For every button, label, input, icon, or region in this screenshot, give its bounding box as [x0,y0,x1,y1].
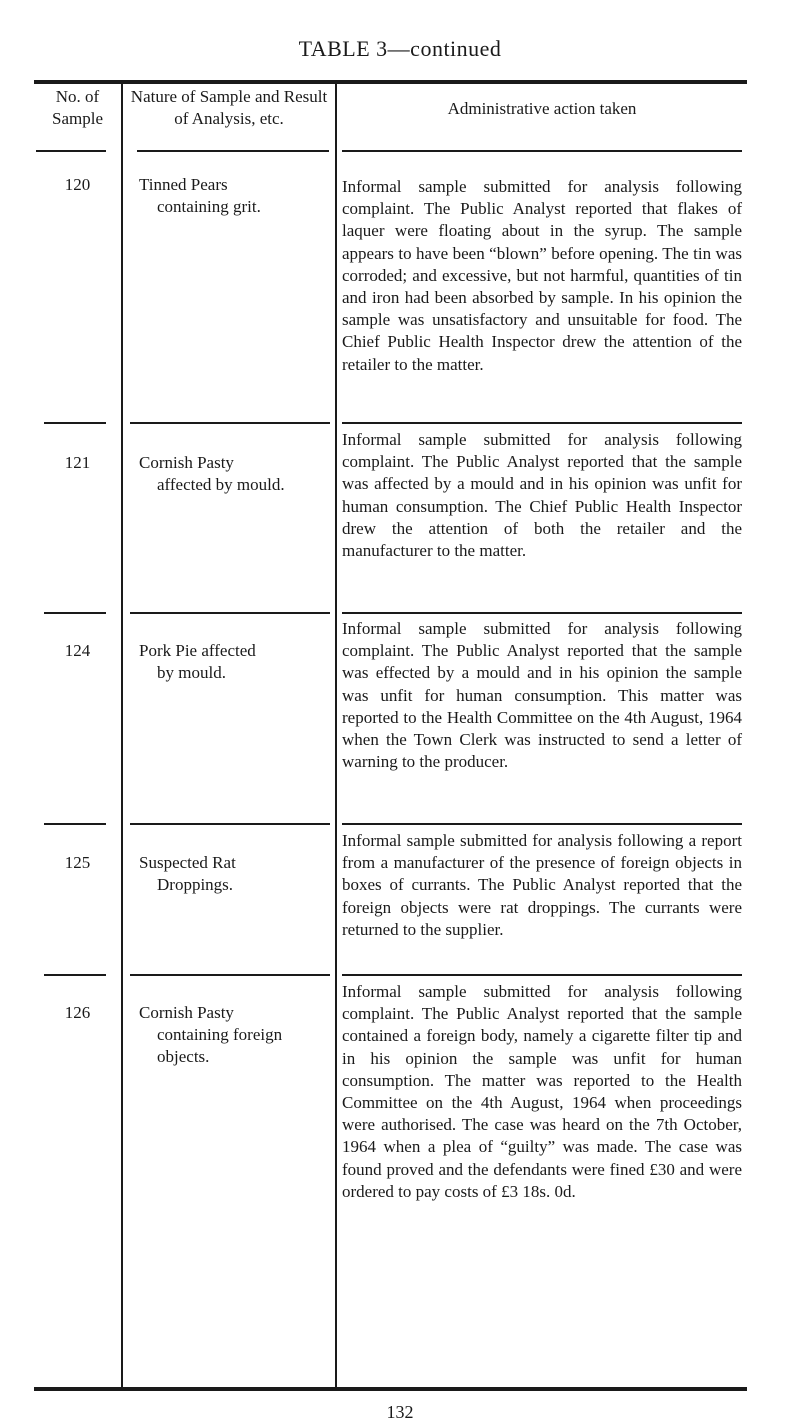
row-124-nature [139,640,329,684]
row-120-nature [139,174,329,218]
row-rule-125-col1 [44,974,106,976]
column-divider-2 [335,80,337,1391]
header-nature: Nature of Sample and Result of Analysis, etc. [130,87,328,128]
page-number: 132 [386,1402,414,1422]
row-126-nature-line1: Cornish Pasty [139,1003,234,1022]
row-120-number: 120 [64,175,91,194]
row-rule-121-col1 [44,612,106,614]
row-rule-120-col1 [44,422,106,424]
row-126-nature-line2: containing foreign objects. [157,1025,283,1066]
row-125-action: Informal sample submitted for analysis following a report from a manufacturer of the presence of foreign objects in boxes of currants. The Public Analyst reported that the foreign objects were rat droppings. The currants were returned to the supplier. [342,831,742,939]
row-121-nature-line1: Cornish Pasty [139,453,234,472]
row-124-nature-line2: by mould. [157,663,226,682]
row-124-nature-line1: Pork Pie affected [139,641,256,660]
row-120-nature-line2: containing grit. [157,197,261,216]
row-rule-121-col2 [130,612,330,614]
header-action: Administrative action taken [447,99,637,118]
row-rule-124-col3 [342,823,742,825]
header-rule-col2 [137,150,329,152]
page-title: TABLE 3—continued [298,36,502,61]
row-125-number: 125 [64,853,91,872]
row-120-nature-line1: Tinned Pears [139,175,228,194]
header-rule-col3 [342,150,742,152]
row-125-nature-line1: Suspected Rat [139,853,236,872]
row-125-nature-line2: Droppings. [157,875,234,894]
row-rule-120-col3 [342,422,742,424]
header-no-of-sample: No. of Sample [52,87,103,128]
row-121-nature-line2: affected by mould. [157,475,285,494]
row-124-action: Informal sample submitted for analysis following complaint. The Public Analyst reported that the sample was effected by a mould and in his opinion the sample was unfit for human consumption. This matter was reported to the Health Committee on the 4th August, 1964 when the Town Clerk was instructed to send a letter of warning to the producer. [342,619,742,772]
row-126-nature [139,1002,329,1068]
row-121-action: Informal sample submitted for analysis following complaint. The Public Analyst reported that the sample was affected by a mould and in his opinion was unfit for human consumption. The Chief Public Health Inspector drew the attention of both the retailer and the manufacturer to the matter. [342,430,742,561]
row-120-action: Informal sample submitted for analysis following complaint. The Public Analyst reported that flakes of laquer were floating about in the syrup. The sample appears to have been “blown” before opening. The tin was corroded; and excessive, but not harmful, quantities of tin and iron had been absorbed by sample. In his opinion the sample was unsatisfactory and unsuitable for food. The Chief Public Health Inspector drew the attention of the retailer to the matter. [342,177,742,374]
row-rule-124-col2 [130,823,330,825]
row-rule-121-col3 [342,612,742,614]
row-rule-120-col2 [130,422,330,424]
row-rule-124-col1 [44,823,106,825]
row-121-nature [139,452,329,496]
row-121-number: 121 [64,453,91,472]
row-rule-125-col3 [342,974,742,976]
column-divider-1 [121,80,123,1391]
row-126-action: Informal sample submitted for analysis following complaint. The Public Analyst reported that the sample contained a foreign body, namely a cigarette filter tip and in his opinion the sample was unfit for human consumption. The matter was reported to the Health Committee on the 4th August, 1964 when proceedings were authorised. The case was heard on the 7th October, 1964 when a plea of “guilty” was made. The case was found proved and the defendants were fined £30 and were ordered to pay costs of £3 18s. 0d. [342,982,742,1201]
header-rule-col1 [36,150,106,152]
row-rule-125-col2 [130,974,330,976]
row-126-number: 126 [64,1003,91,1022]
row-124-number: 124 [64,641,91,660]
row-125-nature [139,852,329,896]
